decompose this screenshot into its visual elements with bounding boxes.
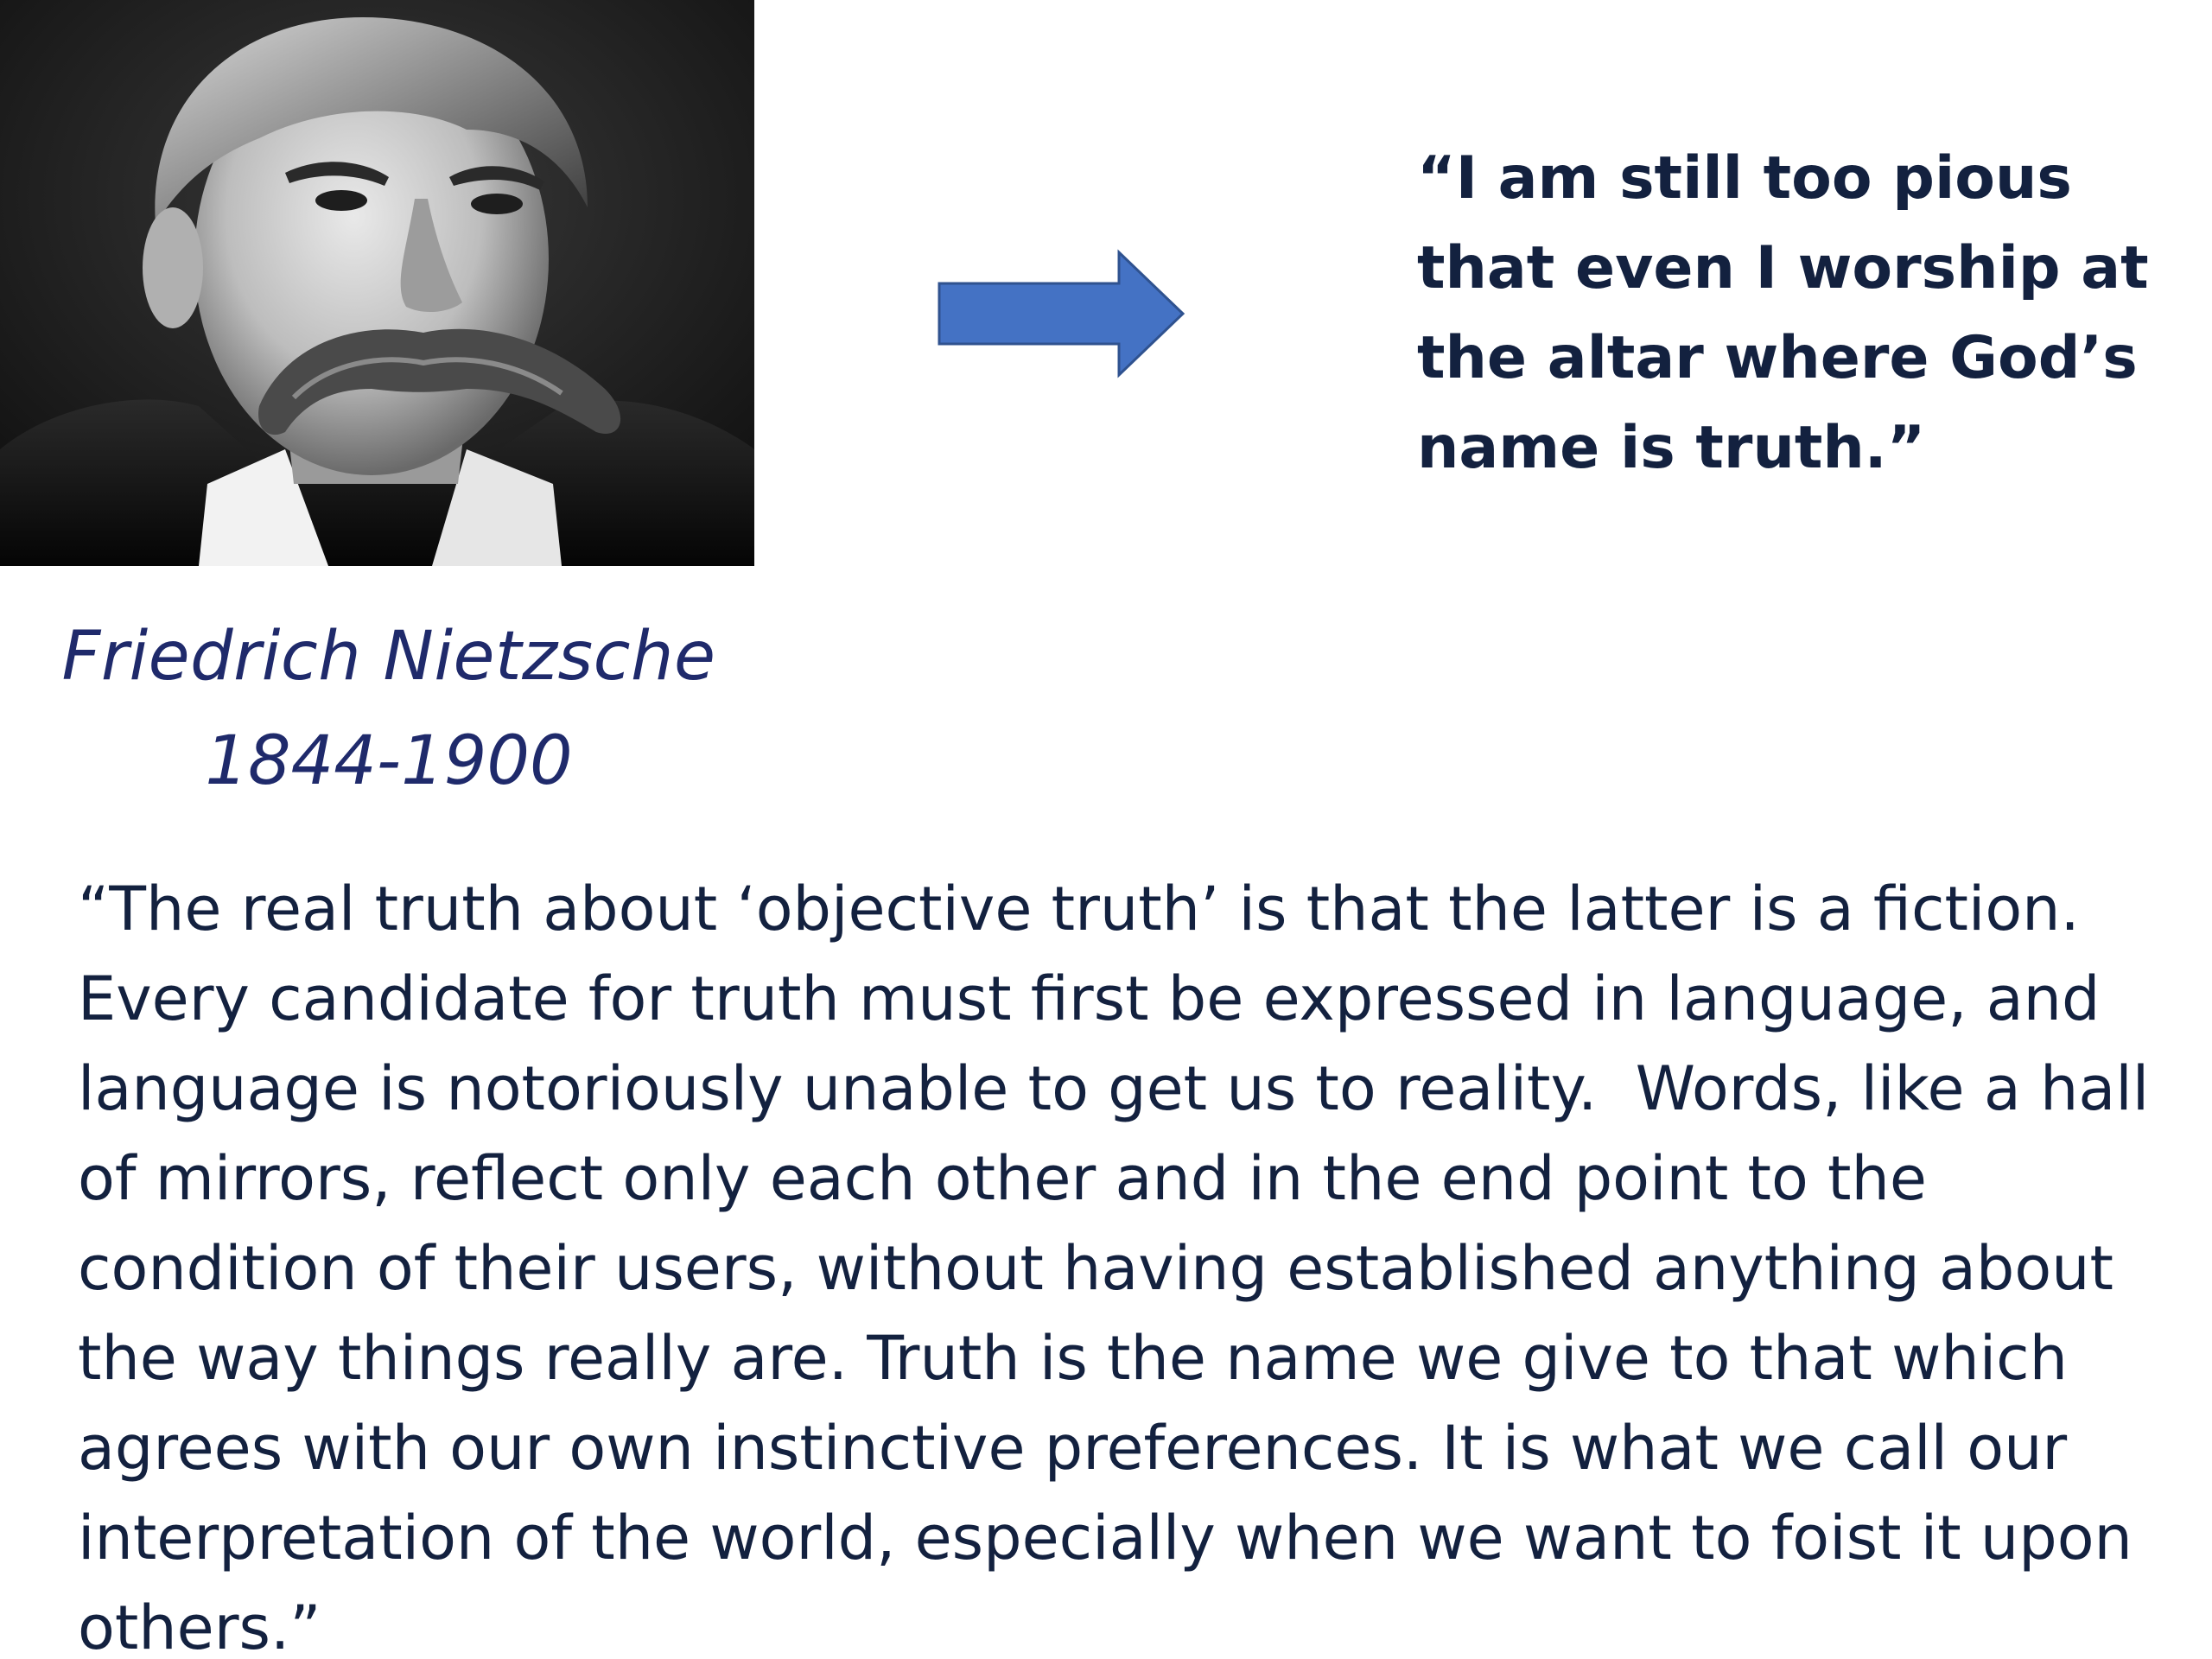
long-quote-line: Every candidate for truth must first be expressed in language, and: [78, 963, 2101, 1034]
short-quote-line: the altar where God’s: [1417, 324, 2138, 392]
portrait-caption-years: 1844-1900: [205, 722, 573, 800]
long-quote-line: condition of their users, without having established anything about: [78, 1233, 2113, 1304]
long-quote-line: the way things really are. Truth is the name we give to that which: [78, 1323, 2068, 1394]
long-quote-line: language is notoriously unable to get us to reality. Words, like a hall: [78, 1053, 2150, 1124]
long-quote: [78, 864, 2186, 1659]
long-quote-line: agrees with our own instinctive preferences. It is what we call our: [78, 1413, 2068, 1484]
long-quote-line: interpretation of the world, especially when we want to foist it upon: [78, 1503, 2133, 1573]
portrait-photo: [0, 0, 754, 566]
right-arrow-icon: [938, 249, 1188, 378]
long-quote-line: of mirrors, reflect only each other and in the end point to the: [78, 1143, 1927, 1214]
short-quote-line: “I am still too pious: [1417, 144, 2072, 213]
short-quote-line: name is truth.”: [1417, 414, 1926, 482]
portrait-caption-name: Friedrich Nietzsche: [61, 618, 716, 696]
short-quote-line: that even I worship at: [1417, 234, 2149, 302]
short-quote: [1417, 134, 2177, 493]
long-quote-line: others.”: [78, 1592, 321, 1659]
long-quote-line: “The real truth about ‘objective truth’ is that the latter is a fiction.: [78, 874, 2080, 944]
